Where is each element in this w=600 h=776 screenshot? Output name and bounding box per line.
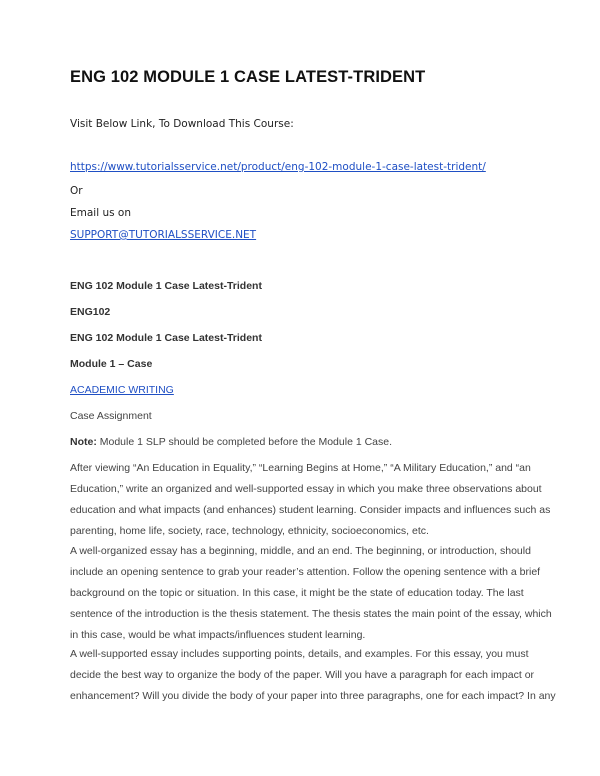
- paragraph-3-line: A well-supported essay includes supporting points, details, and examples. For this essay, you must: [70, 648, 529, 660]
- case-assignment-label: Case Assignment: [70, 410, 152, 422]
- heading-course-code: ENG102: [70, 306, 111, 318]
- paragraph-1: [70, 458, 551, 542]
- heading-case-title-repeat: ENG 102 Module 1 Case Latest-Trident: [70, 332, 262, 344]
- paragraph-2-line: include an opening sentence to grab your reader’s attention. Follow the opening sentence with a brief: [70, 566, 541, 578]
- email-link[interactable]: SUPPORT@TUTORIALSSERVICE.NET: [70, 229, 257, 241]
- paragraph-3: [70, 644, 556, 707]
- paragraph-3-line: enhancement? Will you divide the body of your paper into three paragraphs, one for each impact? In any: [70, 690, 556, 702]
- paragraph-2: [70, 541, 552, 646]
- paragraph-1-line: education and what impacts (and enhances) student learning. Consider impacts and influences such as: [70, 504, 551, 516]
- paragraph-1-line: parenting, home life, society, race, technology, ethnicity, socioeconomics, etc.: [70, 525, 429, 537]
- paragraph-2-line: A well-organized essay has a beginning, middle, and an end. The beginning, or introduction, should: [70, 545, 531, 557]
- paragraph-2-line: in this case, would be what impacts/influences student learning.: [70, 629, 366, 641]
- paragraph-2-line: background on the topic or situation. In this case, it might be the state of education today. The last: [70, 587, 524, 599]
- academic-writing-link[interactable]: ACADEMIC WRITING: [70, 384, 174, 396]
- or-text: Or: [70, 185, 83, 197]
- email-label: Email us on: [70, 207, 132, 219]
- visit-text: Visit Below Link, To Download This Course:: [70, 118, 294, 130]
- heading-case-title: ENG 102 Module 1 Case Latest-Trident: [70, 280, 262, 292]
- paragraph-1-line: After viewing “An Education in Equality,” “Learning Begins at Home,” “A Military Education,” and “an: [70, 462, 531, 474]
- paragraph-1-line: Education,” write an organized and well-supported essay in which you make three observations about: [70, 483, 542, 495]
- document-title: ENG 102 MODULE 1 CASE LATEST-TRIDENT: [70, 68, 426, 86]
- note-label: Note:: [70, 436, 97, 448]
- heading-module: Module 1 – Case: [70, 358, 153, 370]
- note-text: Module 1 SLP should be completed before the Module 1 Case.: [96, 436, 393, 448]
- paragraph-2-line: sentence of the introduction is the thesis statement. The thesis states the main point of the essay, which: [70, 608, 552, 620]
- paragraph-3-line: decide the best way to organize the body of the paper. Will you have a paragraph for each impact or: [70, 669, 535, 681]
- note-line: [70, 436, 392, 448]
- course-link[interactable]: https://www.tutorialsservice.net/product/eng-102-module-1-case-latest-trident/: [70, 161, 486, 173]
